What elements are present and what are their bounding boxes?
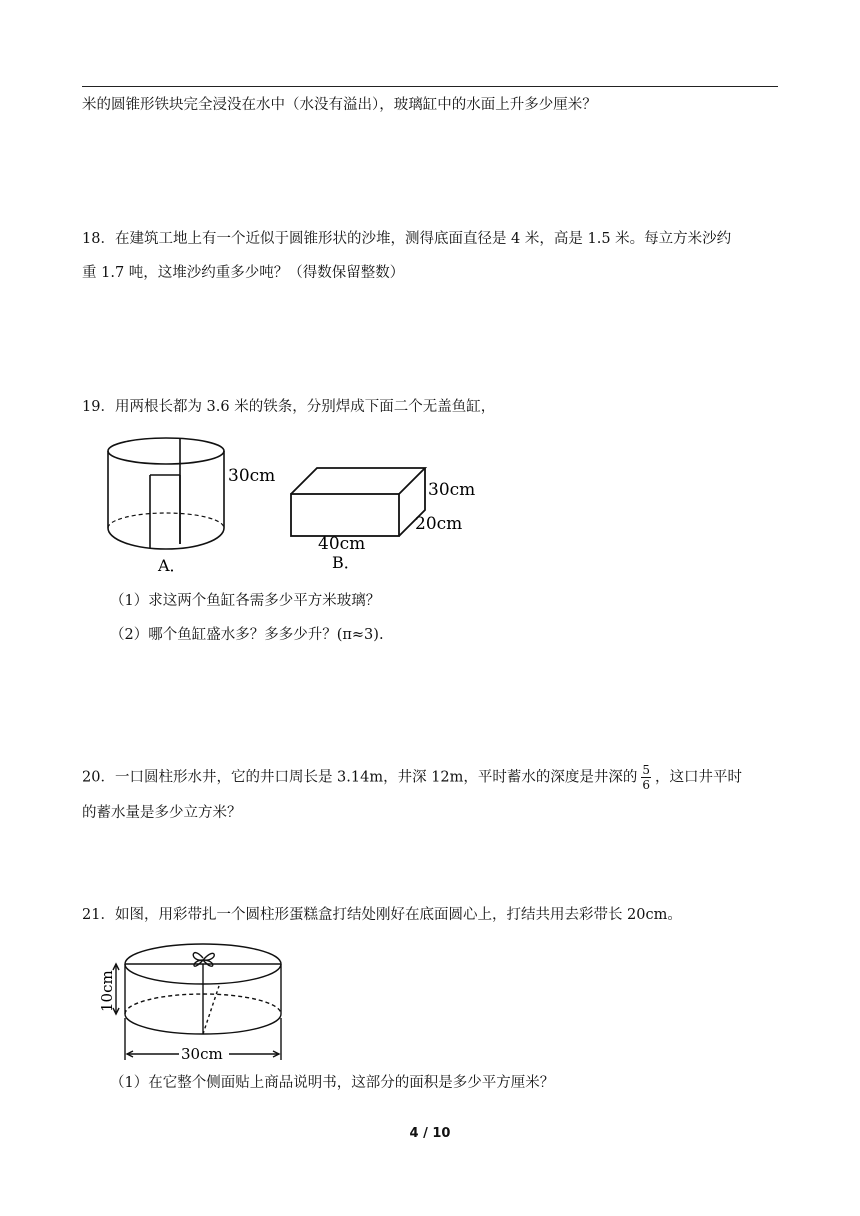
q19-sub2: （2）哪个鱼缸盛水多？多多少升？(π≈3). bbox=[110, 627, 384, 643]
q17-text: 米的圆锥形铁块完全浸没在水中（水没有溢出），玻璃缸中的水面上升多少厘米？ bbox=[82, 97, 597, 113]
q20-text-line2: 的蓄水量是多少立方米？ bbox=[82, 805, 242, 821]
fraction-denominator: 6 bbox=[642, 778, 651, 792]
q20-fraction bbox=[641, 764, 651, 791]
box-b-depth-label: 20cm bbox=[415, 514, 463, 534]
q20-text-line1 bbox=[82, 764, 742, 791]
page-number: 4 / 10 bbox=[409, 1126, 451, 1141]
q19-figure bbox=[95, 428, 485, 576]
q19-text: 19．用两根长都为 3.6 米的铁条，分别焊成下面二个无盖鱼缸， bbox=[82, 399, 496, 415]
q21-sub1: （1）在它整个侧面贴上商品说明书，这部分的面积是多少平方厘米？ bbox=[110, 1075, 555, 1091]
q20-text-a: 20．一口圆柱形水井，它的井口周长是 3.14m，井深 12m，平时蓄水的深度是井深的 bbox=[82, 769, 638, 786]
q19-sub1: （1）求这两个鱼缸各需多少平方米玻璃？ bbox=[110, 593, 381, 609]
box-b-label: B． bbox=[332, 553, 360, 572]
q18-text-line1: 18．在建筑工地上有一个近似于圆锥形状的沙堆，测得底面直径是 4 米，高是 1.5 米。每立方米沙约 bbox=[82, 231, 732, 247]
box-b-length-label: 40cm bbox=[318, 534, 366, 554]
cylinder-a-height-label: 30cm bbox=[228, 466, 276, 486]
q20-text-b: ，这口井平时 bbox=[655, 769, 743, 786]
q21-text: 21．如图，用彩带扎一个圆柱形蛋糕盒打结处刚好在底面圆心上，打结共用去彩带长 20cm。 bbox=[82, 907, 682, 923]
cake-box-drawing bbox=[113, 944, 281, 1060]
cylinder-a-drawing bbox=[108, 438, 224, 549]
box-b-height-label: 30cm bbox=[428, 480, 476, 500]
cylinder-a-label: A． bbox=[158, 556, 186, 575]
cake-box-height-label: 10cm bbox=[98, 970, 116, 1012]
box-b-drawing bbox=[291, 468, 425, 536]
fraction-numerator: 5 bbox=[642, 763, 651, 777]
q18-text-line2: 重 1.7 吨，这堆沙约重多少吨？（得数保留整数） bbox=[82, 265, 405, 281]
cake-box-diameter-label: 30cm bbox=[181, 1045, 223, 1063]
header-rule bbox=[82, 86, 778, 87]
q21-figure bbox=[95, 936, 295, 1064]
